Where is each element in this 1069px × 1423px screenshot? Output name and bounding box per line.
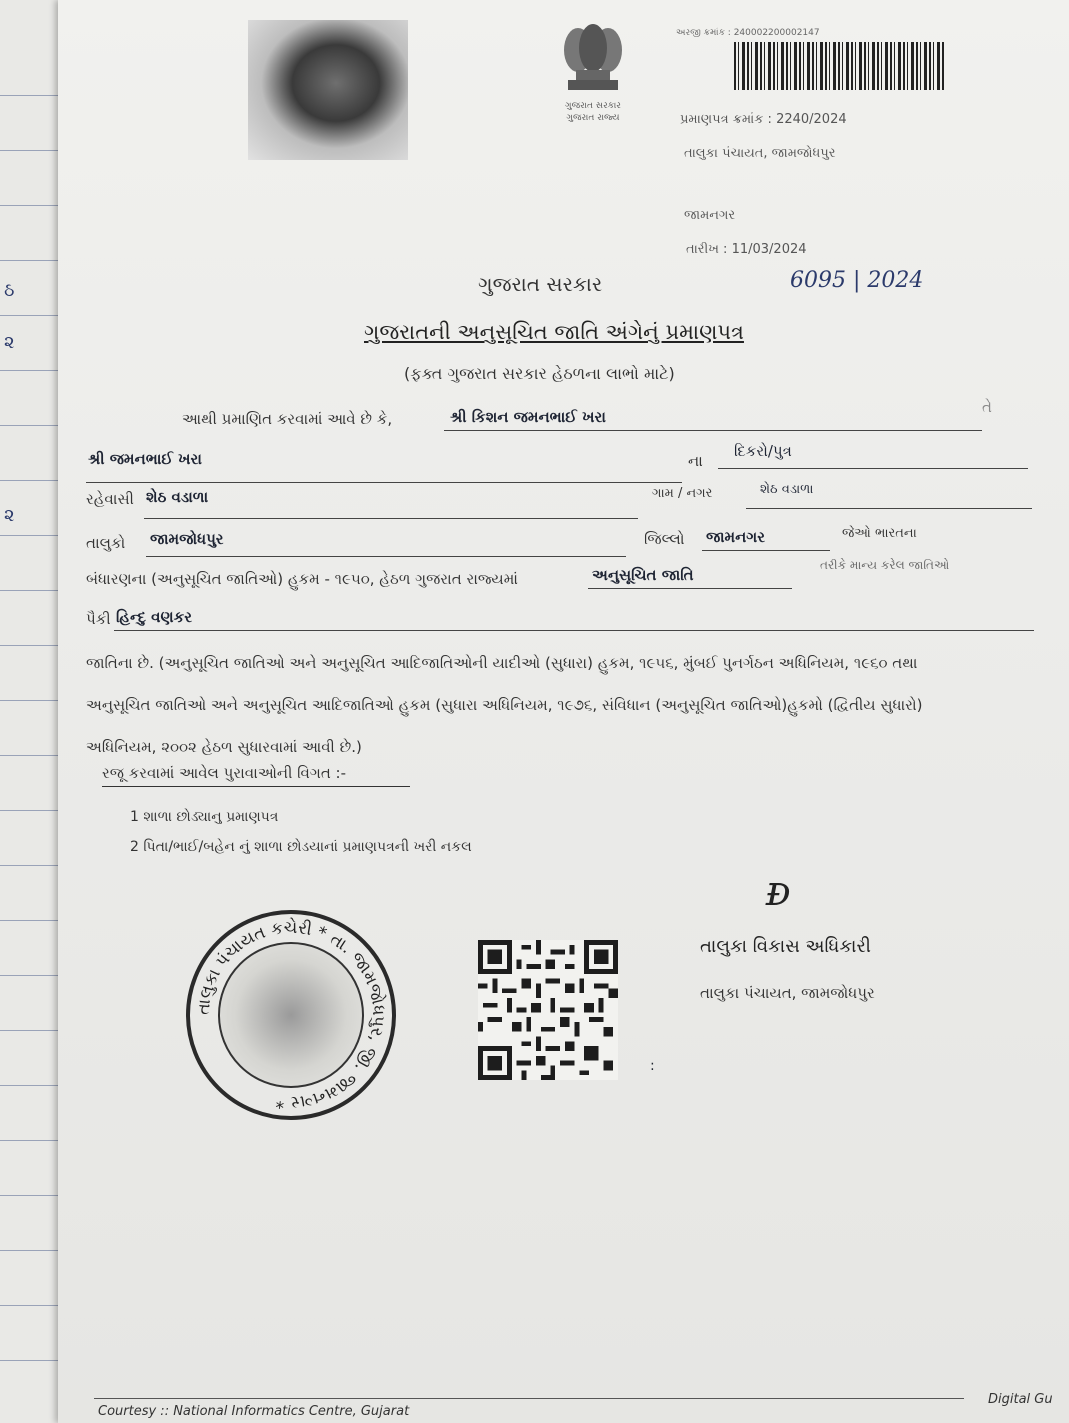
- father-name: શ્રી જમનભાઈ ખરા: [88, 450, 202, 468]
- among-label: પૈકી: [86, 610, 111, 628]
- district-label: જિલ્લો: [644, 530, 685, 548]
- district-value: જામનગર: [706, 528, 766, 546]
- notified-text: તરીકે માન્ય કરેલ જાતિઓ: [820, 558, 950, 572]
- certificate-subtitle: (ફક્ત ગુજરાત સરકાર હેઠળના લાભો માટે): [404, 364, 675, 383]
- village-value: શેઠ વડાળા: [760, 482, 814, 497]
- margin-mark: ઠ: [4, 280, 15, 301]
- legal-paragraph: [86, 642, 1046, 768]
- resident-value: શેઠ વડાળા: [146, 488, 209, 506]
- government-title: ગુજરાત સરકાર: [478, 272, 603, 296]
- qr-colon-mark: :: [650, 1058, 655, 1074]
- category-value: અનુસૂચિત જાતિ: [592, 566, 694, 584]
- paragraph-line: અધિનિયમ, ૨૦૦૨ હેઠળ સુધારવામાં આવી છે.): [86, 738, 362, 756]
- issue-date: તારીખ : 11/03/2024: [686, 242, 807, 257]
- constitution-text: બંધારણના (અનુસૂચિત જાતિઓ) હુકમ - ૧૯૫૦, હેઠળ ગુજરાત રાજ્યમાં: [86, 570, 518, 588]
- evidence-item: 2 પિતા/ભાઈ/બહેન નું શાળા છોડયાનાં પ્રમાણપત્રની ખરી નકલ: [130, 839, 472, 855]
- certify-intro: આથી પ્રમાણિત કરવામાં આવે છે કે,: [182, 410, 393, 428]
- taluka-value: જામજોધપુર: [150, 530, 224, 548]
- issuing-city: જામનગર: [684, 208, 736, 223]
- evidence-item: 1 શાળા છોડ્યાનુ પ્રમાણપત્ર: [130, 809, 279, 825]
- paragraph-line: જાતિના છે. (અનુસૂચિત જાતિઓ અને અનુસૂચિત આદિજાતિઓની યાદીઓ (સુધારા) હુકમ, ૧૯૫૬, મુંબઈ પુનર્ગઠન અધિનિયમ, ૧૯૬૦ તથા: [86, 654, 918, 672]
- emblem-caption-line: ગુજરાત રાજ્ય: [566, 113, 620, 123]
- relation-value: દિકરો/પુત્ર: [734, 442, 792, 460]
- applicant-photo: [248, 20, 408, 160]
- evidence-heading: રજૂ કરવામાં આવેલ પુરાવાઓની વિગત :-: [102, 764, 410, 787]
- evidence-list: [130, 802, 472, 862]
- certificate-number: પ્રમાણપત્ર ક્રમાંક : 2240/2024: [680, 112, 847, 127]
- village-label: ગામ / નગર: [652, 486, 713, 501]
- seal-emblem: [218, 942, 364, 1088]
- signatory-office: તાલુકા પંચાયત, જામજોધપુર: [700, 984, 875, 1002]
- certificate-page: [58, 0, 1069, 1423]
- caste-value: હિન્દુ વણકર: [116, 608, 192, 626]
- handwritten-number: 6095 | 2024: [790, 268, 924, 293]
- who-label: જેઓ ભારતના: [842, 526, 917, 541]
- emblem-caption-line: ગુજરાત સરકાર: [565, 101, 621, 111]
- barcode-number: અરજી ક્રમાંક : 240002200002147: [676, 28, 820, 38]
- signatory-title: તાલુકા વિકાસ અધિકારી: [700, 936, 871, 957]
- margin-mark: ૨: [4, 332, 15, 353]
- resident-label: રહેવાસી: [86, 490, 134, 508]
- footer-courtesy: Courtesy :: National Informatics Centre, Gujarat: [98, 1404, 410, 1419]
- paragraph-line: અનુસૂચિત જાતિઓ અને અનુસૂચિત આદિજાતિઓ હુકમ (સુધારા અધિનિયમ, ૧૯૭૬, સંવિધાન (અનુસૂચિત જાતિઓ)હુકમો (દ્વિતીય સુધારો): [86, 696, 923, 714]
- certificate-title: ગુજરાતની અનુસૂચિત જાતિ અંગેનું પ્રમાણપત્ર: [364, 320, 744, 344]
- taluka-label: તાલુકો: [86, 534, 126, 552]
- relation-label: ના: [688, 452, 703, 470]
- emblem-caption: [528, 100, 658, 124]
- applicant-name: શ્રી કિશન જમનભાઈ ખરા: [450, 408, 606, 426]
- seal-text: તાલુકા પંચાયત કચેરી * તા. જામજોધપુર, જી. જામનગર *: [193, 917, 389, 1113]
- qr-code: [478, 940, 618, 1080]
- official-seal: [186, 910, 396, 1120]
- signature: ᴆ: [766, 866, 791, 915]
- trailing-word: તે: [982, 398, 992, 416]
- barcode: [734, 42, 944, 90]
- issuing-office: તાલુકા પંચાયત, જામજોધપુર: [684, 146, 836, 161]
- footer-digital: Digital Gu: [988, 1392, 1053, 1407]
- margin-mark: ૨: [4, 505, 15, 526]
